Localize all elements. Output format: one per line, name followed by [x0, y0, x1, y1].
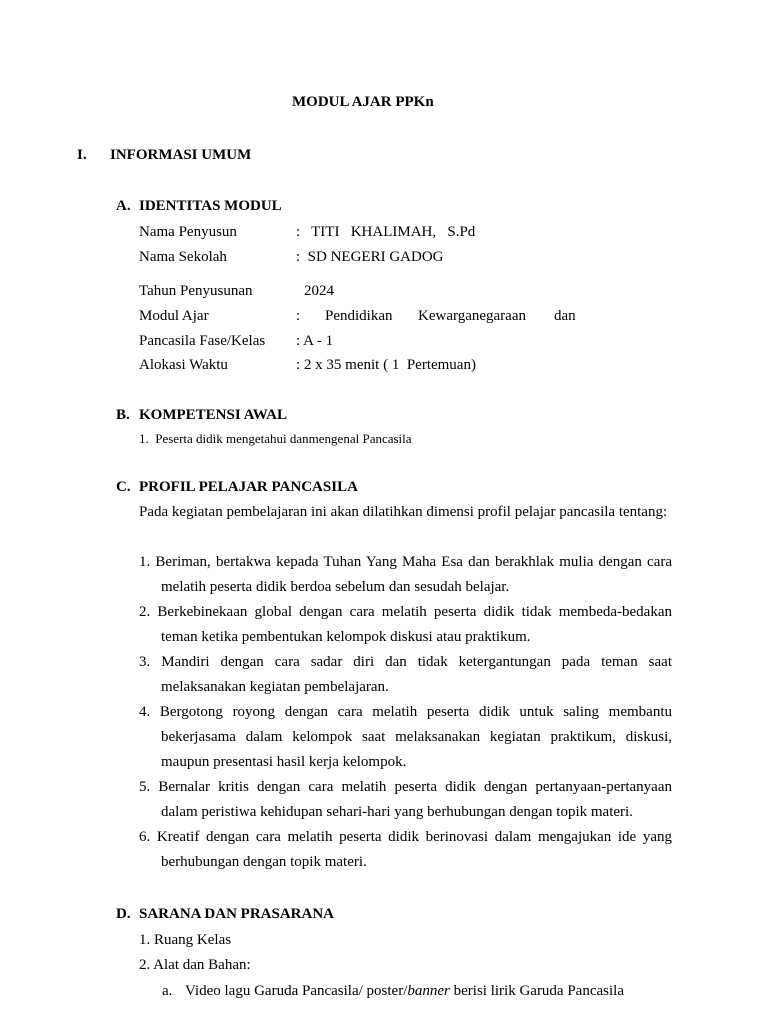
- sub-list-item-text: berisi lirik Garuda Pancasila: [449, 983, 624, 999]
- field-value-word: Pendidikan: [325, 308, 393, 324]
- subsection-letter: C.: [116, 479, 131, 495]
- sub-list-item-text: Video lagu Garuda Pancasila/ poster/: [185, 983, 408, 999]
- field-value: : 2 x 35 menit ( 1 Pertemuan): [296, 357, 476, 373]
- field-value-word: dan: [554, 308, 576, 324]
- subsection-letter: A.: [116, 198, 131, 214]
- field-value: : TITI KHALIMAH, S.Pd: [296, 224, 476, 240]
- list-item: 6. Kreatif dengan cara melatih peserta didik berinovasi dalam mengajukan ide yang berhubungan dengan topik materi.: [139, 829, 672, 870]
- subsection-title: KOMPETENSI AWAL: [139, 407, 287, 423]
- subsection-title: SARANA DAN PRASARANA: [139, 906, 335, 922]
- field-label: Nama Sekolah: [139, 249, 227, 265]
- field-label: Pancasila Fase/Kelas: [139, 333, 266, 349]
- list-item: 1. Beriman, bertakwa kepada Tuhan Yang Maha Esa dan berakhlak mulia dengan cara melatih peserta didik berdoa sebelum dan sesudah belajar.: [139, 554, 672, 595]
- list-item: 1. Peserta didik mengetahui danmengenal Pancasila: [139, 431, 412, 446]
- list-item: 3. Mandiri dengan cara sadar diri dan tidak ketergantungan pada teman saat melaksanakan kegiatan pembelajaran.: [139, 654, 672, 695]
- field-label: Nama Penyusun: [139, 224, 237, 240]
- field-label: Modul Ajar: [139, 308, 209, 324]
- sub-list-item: [185, 983, 624, 1000]
- sub-list-letter: a.: [162, 983, 173, 999]
- field-value: : A - 1: [296, 333, 334, 349]
- field-value: 2024: [304, 283, 334, 299]
- sub-list-item-emphasis: banner: [407, 983, 450, 999]
- document-title: MODUL AJAR PPKn: [292, 94, 434, 110]
- list-item: 5. Bernalar kritis dengan cara melatih peserta didik dengan pertanyaan-pertanyaan dalam peristiwa kehidupan sehari-hari yang berhubungan dengan topik materi.: [139, 779, 672, 820]
- subsection-letter: B.: [116, 407, 130, 423]
- section-title: INFORMASI UMUM: [110, 147, 252, 163]
- subsection-title: IDENTITAS MODUL: [139, 198, 282, 214]
- section-number: I.: [77, 147, 87, 163]
- field-label: Alokasi Waktu: [139, 357, 228, 373]
- field-value-word: Kewarganegaraan: [418, 308, 526, 324]
- paragraph: Pada kegiatan pembelajaran ini akan dilatihkan dimensi profil pelajar pancasila tentang:: [139, 504, 668, 520]
- list-item: 1. Ruang Kelas: [139, 932, 232, 948]
- list-item: 2. Alat dan Bahan:: [139, 957, 251, 973]
- list-item: 4. Bergotong royong dengan cara melatih peserta didik untuk saling membantu bekerjasama dalam kelompok saat melaksanakan kegiatan praktikum, diskusi, maupun presentasi hasil kerja kelompok.: [139, 704, 672, 770]
- subsection-title: PROFIL PELAJAR PANCASILA: [139, 479, 358, 495]
- field-colon: :: [296, 308, 301, 324]
- list-item: 2. Berkebinekaan global dengan cara melatih peserta didik tidak membeda-bedakan teman ketika pembentukan kelompok diskusi atau praktikum.: [139, 604, 672, 645]
- field-label: Tahun Penyusunan: [139, 283, 253, 299]
- subsection-letter: D.: [116, 906, 131, 922]
- field-value: : SD NEGERI GADOG: [296, 249, 444, 265]
